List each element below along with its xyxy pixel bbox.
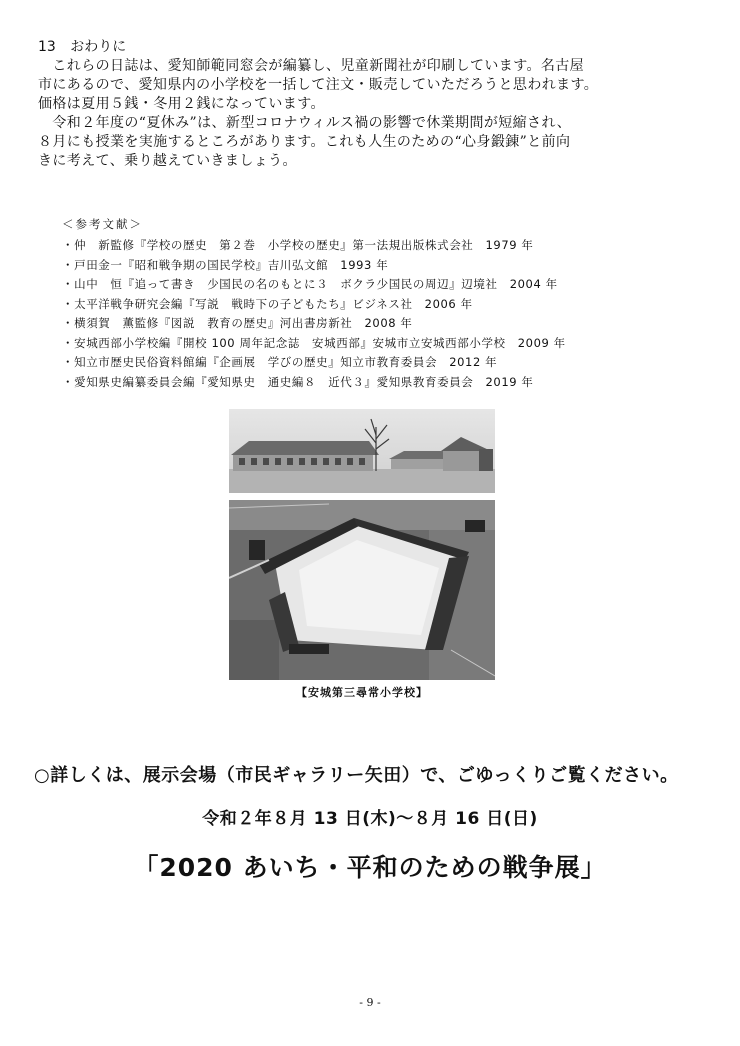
reference-item: ・愛知県史編纂委員会編『愛知県史 通史編８ 近代３』愛知県教育委員会 2019 年: [62, 374, 534, 389]
school-photo-ground-level: [229, 409, 495, 493]
exhibition-dates: 令和２年８月 13 日(木)～８月 16 日(日): [202, 809, 538, 829]
reference-item: ・仲 新監修『学校の歴史 第２巻 小学校の歴史』第一法規出版株式会社 1979 年: [62, 238, 534, 252]
exhibition-notice: ○詳しくは、展示会場（市民ギャラリー矢田）で、ごゆっくりご覧ください。: [34, 765, 679, 786]
reference-item: ・知立市歴史民俗資料館編『企画展 学びの歴史』知立市教育委員会 2012 年: [62, 355, 498, 369]
reference-item: ・安城西部小学校編『開校 100 周年記念誌 安城西部』安城市立安城西部小学校 2009 年: [62, 335, 566, 350]
paragraph-2: 令和２年度の“夏休み”は、新型コロナウィルス禍の影響で休業期間が短縮され、 ８月にも授業を実施するところがあります。これも人生のための“心身鍛錬”と前向 きに考えて、乗り越えていきましょう。: [38, 115, 572, 169]
page-number: - 9 -: [359, 996, 381, 1009]
photo-caption: 【安城第三尋常小学校】: [296, 686, 428, 699]
reference-item: ・戸田金一『昭和戦争期の国民学校』吉川弘文館 1993 年: [62, 257, 389, 272]
reference-item: ・横須賀 薫監修『図説 教育の歴史』河出書房新社 2008 年: [62, 316, 413, 330]
references-title: ＜参考文献＞: [62, 217, 143, 231]
reference-item: ・太平洋戦争研究会編『写説 戦時下の子どもたち』ビジネス社 2006 年: [62, 296, 473, 311]
reference-item: ・山中 恒『追って書き 少国民の名のもとに３ ボクラ少国民の周辺』辺境社 2004 年: [62, 277, 558, 291]
section-heading: [38, 38, 126, 57]
references-block: [62, 216, 682, 392]
paragraph-1: これらの日誌は、愛知師範同窓会が編纂し、児童新聞社が印刷しています。名古屋 市にあるので、愛知県内の小学校を一括して注文・販売していただろうと思われます。 価格は夏用５銭・冬用２銭になっています。: [38, 58, 599, 112]
section-title: おわりに: [70, 39, 127, 55]
section-number: 13: [38, 39, 56, 55]
school-photo-aerial: [229, 500, 495, 680]
exhibition-title: 「2020 あいち・平和のための戦争展」: [133, 853, 607, 882]
